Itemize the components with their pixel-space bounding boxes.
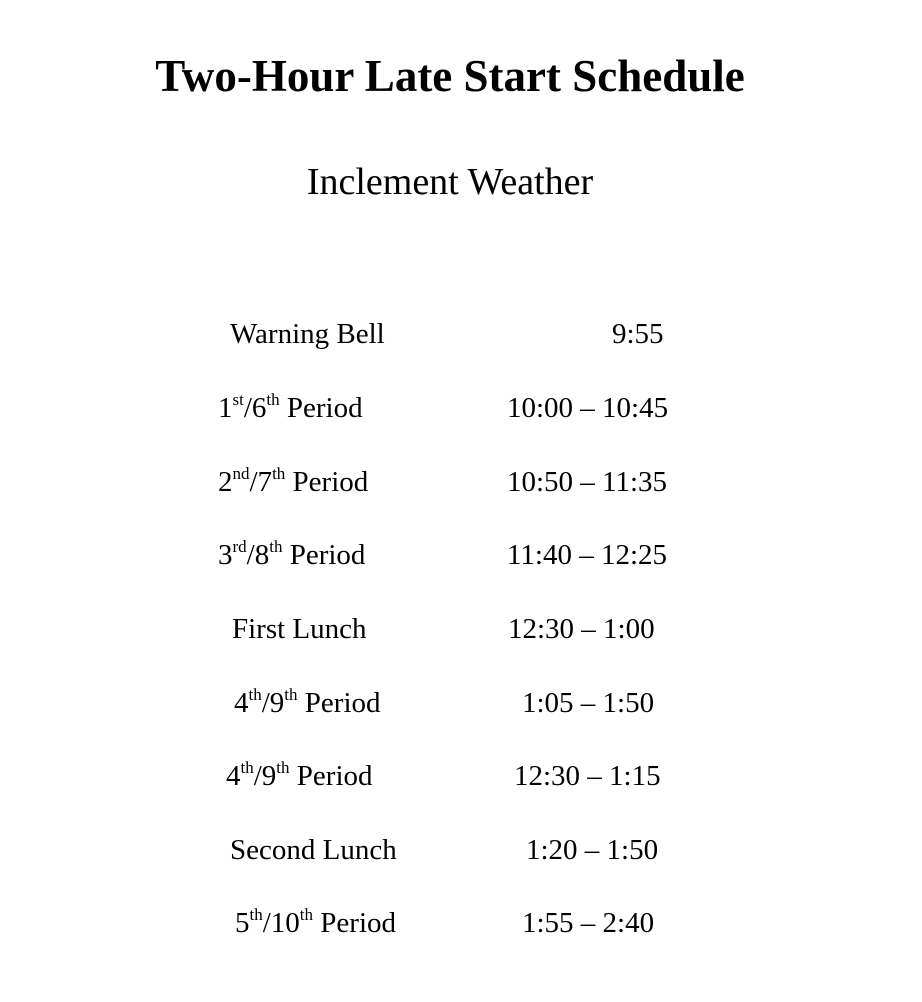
period-label [234,683,381,723]
label-text: Period [297,687,381,719]
period-time: 1:05 – 1:50 [522,687,655,719]
label-text: 2 [218,466,233,498]
label-text: Warning Bell [230,318,385,350]
ordinal-suffix: th [269,537,283,556]
label-text: /7 [249,466,273,498]
label-text: 1 [218,392,233,424]
label-text: Second Lunch [230,834,397,866]
label-text: Period [313,907,396,939]
period-time: 10:00 – 10:45 [507,392,669,424]
period-label [232,609,367,649]
schedule-row [0,756,922,796]
schedule-row [0,462,922,502]
label-text: /6 [243,392,267,424]
label-text: First Lunch [232,613,367,645]
schedule-row [0,903,922,943]
schedule-row [0,535,922,575]
period-time: 1:20 – 1:50 [526,834,659,866]
schedule-row [0,683,922,723]
label-text: /10 [262,907,300,939]
ordinal-suffix: th [276,758,290,777]
ordinal-suffix: th [272,464,286,483]
period-label [230,314,385,354]
schedule-row [0,609,922,649]
schedule-row [0,388,922,428]
ordinal-suffix: th [249,905,263,924]
label-text: Period [289,760,373,792]
period-label [226,756,373,796]
page-subtitle: Inclement Weather [306,161,594,203]
label-text: /9 [261,687,285,719]
period-label [218,388,363,428]
label-text: Period [282,539,366,571]
ordinal-suffix: th [299,905,314,924]
label-text: 4 [226,760,241,792]
label-text: 5 [235,907,250,939]
ordinal-suffix: th [248,685,262,704]
period-time: 12:30 – 1:00 [508,613,655,645]
label-text: /9 [253,760,277,792]
period-label [218,462,368,502]
label-text: /8 [246,539,270,571]
ordinal-suffix: nd [232,464,250,483]
label-text: Period [285,466,369,498]
ordinal-suffix: st [232,390,244,409]
period-label [235,903,396,943]
schedule-row [0,314,922,354]
ordinal-suffix: rd [232,537,247,556]
schedule-row [0,830,922,870]
ordinal-suffix: th [284,685,298,704]
period-label [218,535,365,575]
period-time: 9:55 [612,318,664,350]
period-time: 1:55 – 2:40 [522,907,655,939]
label-text: 4 [234,687,249,719]
page-title: Two-Hour Late Start Schedule [155,51,745,101]
label-text: Period [279,392,363,424]
label-text: 3 [218,539,233,571]
period-time: 10:50 – 11:35 [507,466,668,498]
period-time: 11:40 – 12:25 [507,539,668,571]
period-time: 12:30 – 1:15 [514,760,661,792]
ordinal-suffix: th [266,390,280,409]
ordinal-suffix: th [240,758,254,777]
period-label [230,830,397,870]
